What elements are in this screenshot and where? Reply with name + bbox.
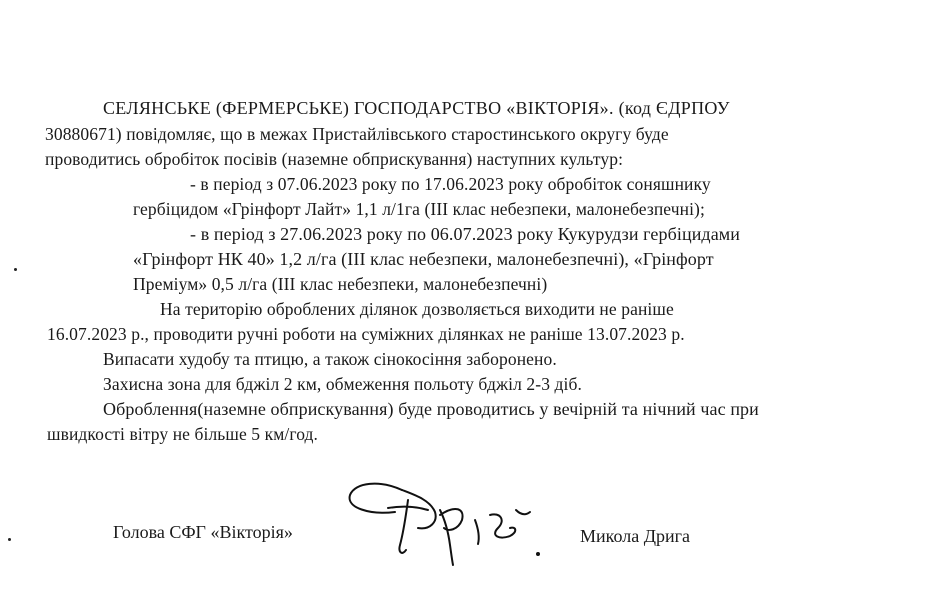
notice-line-13: Оброблення(наземне обприскування) буде проводитись у вечірній та нічний час при [103, 399, 759, 419]
position-title: Голова СФГ «Вікторія» [113, 522, 293, 542]
scan-speck [14, 268, 17, 271]
notice-line-7: «Грінфорт НК 40» 1,2 л/га (III клас небезпеки, малонебезпечні), «Грінфорт [133, 249, 714, 269]
notice-line-11: Випасати худобу та птицю, а також сінокосіння заборонено. [103, 349, 557, 369]
notice-line-14: швидкості вітру не більше 5 км/год. [47, 424, 319, 444]
signer-name: Микола Дрига [580, 526, 690, 546]
notice-line-3: проводитись обробіток посівів (наземне обприскування) наступних культур: [45, 149, 624, 169]
notice-line-6: - в період з 27.06.2023 року по 06.07.2023 року Кукурудзи гербіцидами [190, 224, 741, 244]
notice-line-2: 30880671) повідомляє, що в межах Пристайлівського старостинського округу буде [45, 124, 669, 144]
notice-line-8: Преміум» 0,5 л/га (III клас небезпеки, малонебезпечні) [133, 274, 548, 294]
notice-line-9: На територію оброблених ділянок дозволяється виходити не раніше [160, 299, 674, 319]
notice-line-1: СЕЛЯНСЬКЕ (ФЕРМЕРСЬКЕ) ГОСПОДАРСТВО «ВІКТОРІЯ». (код ЄДРПОУ [103, 98, 730, 118]
notice-line-12: Захисна зона для бджіл 2 км, обмеження польоту бджіл 2-3 діб. [103, 374, 582, 394]
notice-line-5: гербіцидом «Грінфорт Лайт» 1,1 л/1га (III клас небезпеки, малонебезпечні); [133, 199, 705, 219]
scan-speck [8, 538, 11, 541]
notice-line-10: 16.07.2023 р., проводити ручні роботи на суміжних ділянках не раніше 13.07.2023 р. [47, 324, 685, 344]
handwritten-signature [340, 470, 550, 570]
notice-line-4: - в період з 07.06.2023 року по 17.06.2023 року обробіток соняшнику [190, 174, 711, 194]
